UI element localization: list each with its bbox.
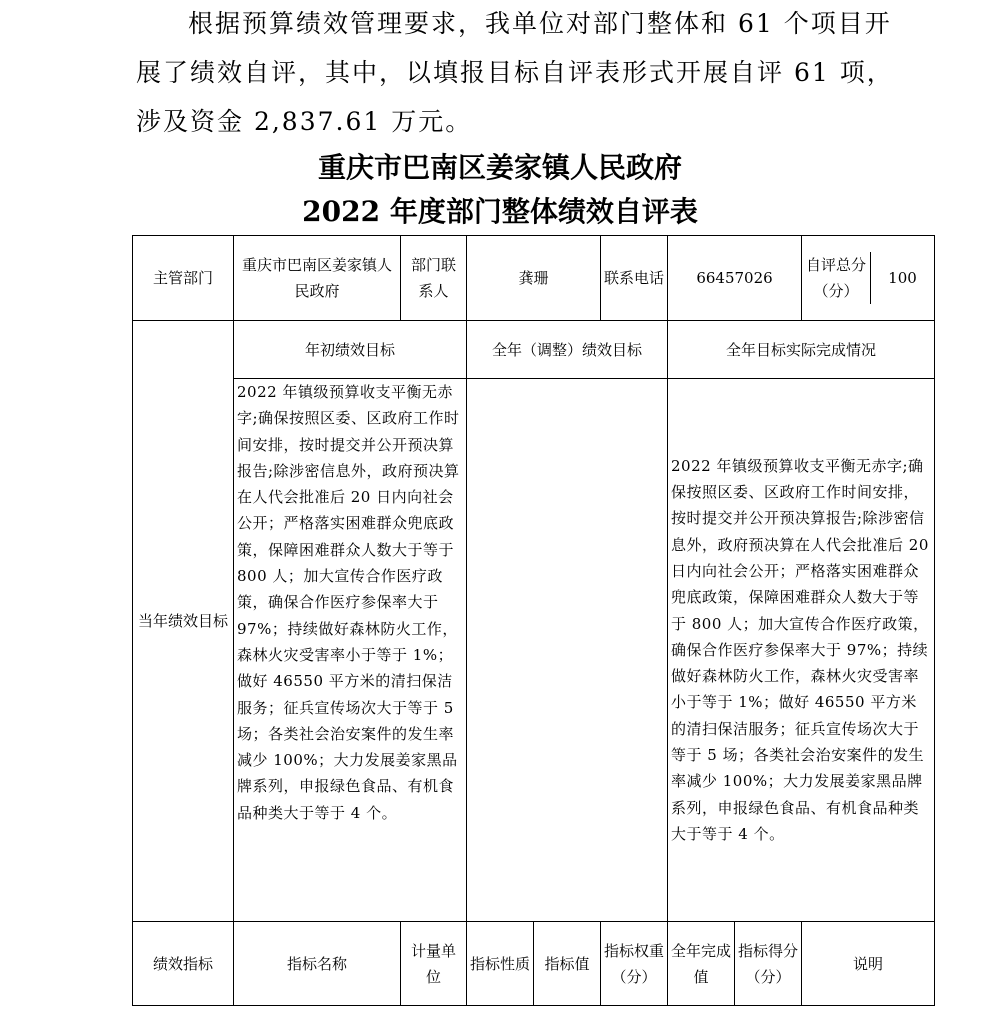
performance-table (132, 235, 935, 1006)
intro-line-1: 根据预算绩效管理要求，我单位对部门整体和 61 个项目开 (188, 9, 892, 38)
score-value: 100 (888, 269, 917, 287)
score-label: 自评总分（分） (802, 252, 871, 304)
initial-goals-text: 2022 年镇级预算收支平衡无赤字;确保按照区委、区政府工作时间安排，按时提交并公开预决算报告;除涉密信息外，政府预决算在人代会批准后 20 日内向社会公开；严格落实困难群众兜底政策，保障困难群众人数大于等于 800 人；加大宣传合作医疗政策，确保合作医疗参保率大于 97%；持续做好森林防火工作，森林火灾受害率小于等于 1%；做好 46550 平方米的清扫保洁服务；征兵宣传场次大于等于 5 场；各类社会治安案件的发生率减少 100%；大力发展姜家黑品牌系列，申报绿色食品、有机食品种类大于等于 4 个。 (234, 379, 467, 922)
phone-value: 66457026 (668, 236, 802, 321)
score-cell (802, 236, 935, 321)
table-title-line-1: 重庆市巴南区姜家镇人民政府 (317, 151, 682, 184)
initial-goals-header: 年初绩效目标 (234, 321, 467, 379)
intro-line-2: 展了绩效自评，其中，以填报目标自评表形式开展自评 61 项， (136, 58, 894, 87)
indicator-nature-header: 指标性质 (467, 922, 534, 1006)
intro-line-3: 涉及资金 2,837.61 万元。 (136, 107, 473, 136)
indicator-weight-header: 指标权重（分） (601, 922, 668, 1006)
indicator-header-row (133, 922, 935, 1006)
indicator-unit-header: 计量单位 (401, 922, 467, 1006)
actual-goals-header: 全年目标实际完成情况 (668, 321, 935, 379)
indicator-score-header: 指标得分（分） (735, 922, 802, 1006)
indicator-actual-header: 全年完成值 (668, 922, 735, 1006)
contact-label: 部门联系人 (401, 236, 467, 321)
indicator-note-header: 说明 (802, 922, 935, 1006)
actual-goals-text: 2022 年镇级预算收支平衡无赤字;确保按照区委、区政府工作时间安排，按时提交并公开预决算报告;除涉密信息外，政府预决算在人代会批准后 20 日内向社会公开；严格落实困难群众兜底政策，保障困难群众人数大于等于 800 人；加大宣传合作医疗政策，确保合作医疗参保率大于 97%；持续做好森林防火工作，森林火灾受害率小于等于 1%；做好 46550 平方米的清扫保洁服务；征兵宣传场次大于等于 5 场；各类社会治安案件的发生率减少 100%；大力发展姜家黑品牌系列，申报绿色食品、有机食品种类大于等于 4 个。 (668, 379, 935, 922)
indicator-value-header: 指标值 (534, 922, 601, 1006)
adjusted-goals-text (467, 379, 668, 922)
header-row (133, 236, 935, 321)
goals-content-row (133, 379, 935, 922)
contact-value: 龚珊 (467, 236, 601, 321)
phone-label: 联系电话 (601, 236, 668, 321)
indicator-name-header: 指标名称 (234, 922, 401, 1006)
goals-row-label: 当年绩效目标 (133, 321, 234, 922)
table-title-line-2: 2022 年度部门整体绩效自评表 (302, 195, 698, 228)
indicator-row-label: 绩效指标 (133, 922, 234, 1006)
dept-value: 重庆市巴南区姜家镇人民政府 (234, 236, 401, 321)
adjusted-goals-header: 全年（调整）绩效目标 (467, 321, 668, 379)
goals-header-row (133, 321, 935, 379)
dept-label: 主管部门 (133, 236, 234, 321)
